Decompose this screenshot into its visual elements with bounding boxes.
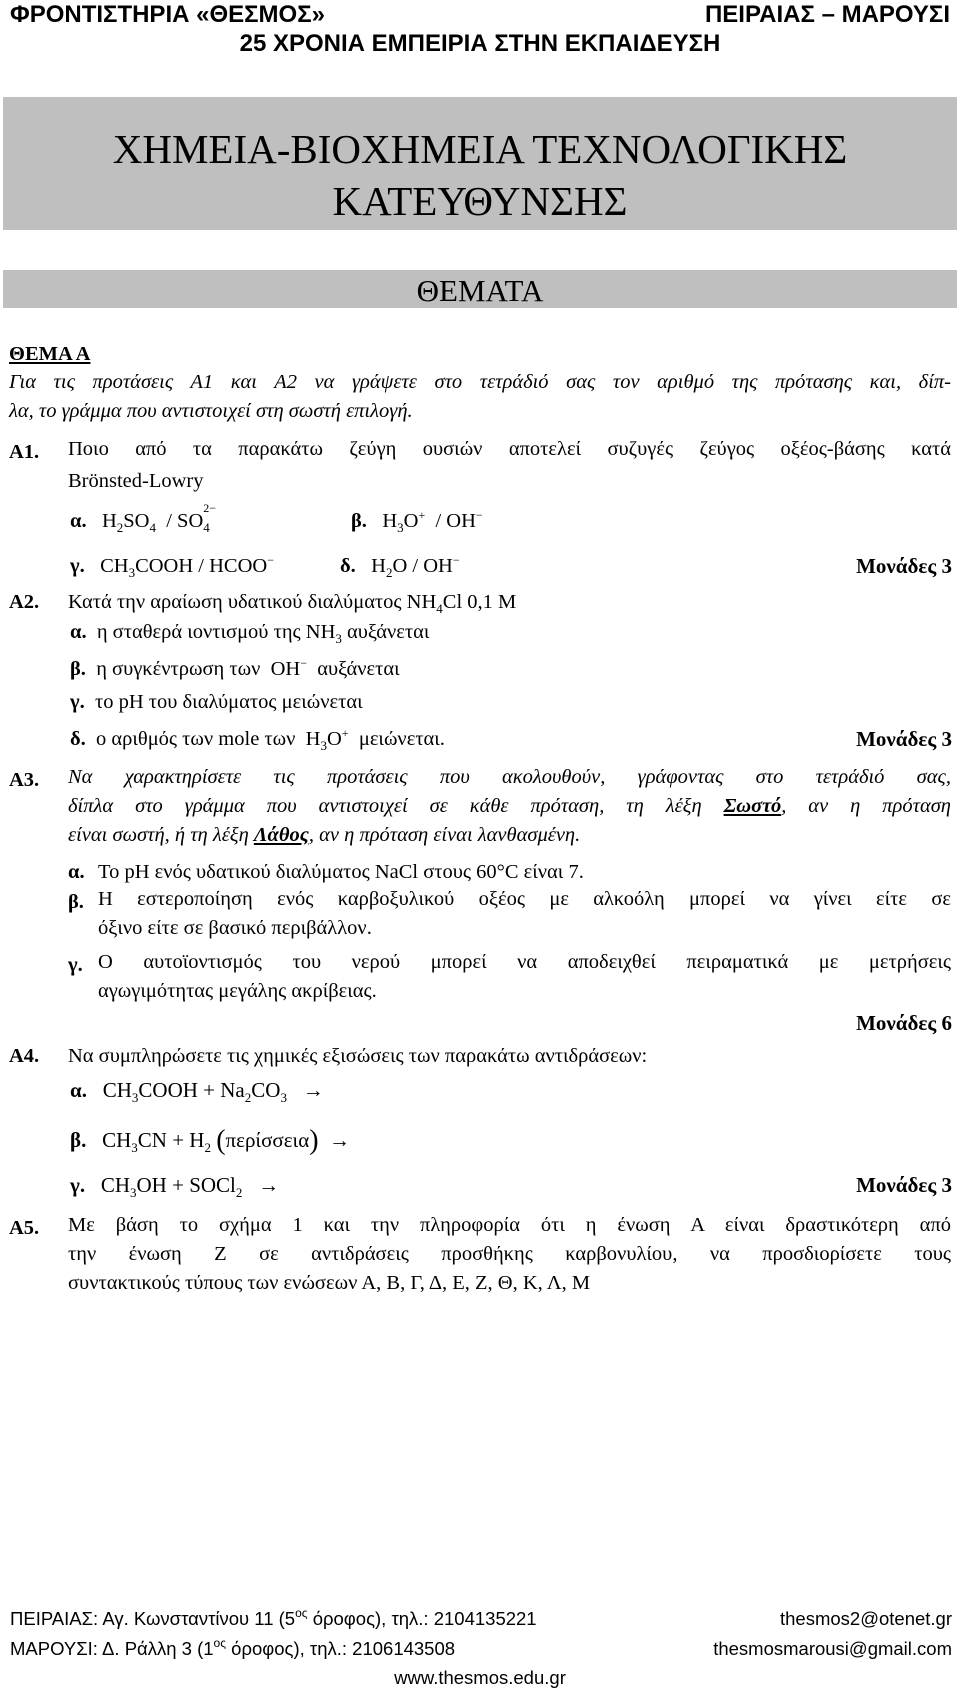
footer-marousi (10, 1636, 456, 1659)
option-label: α. (70, 510, 87, 532)
option-label: β. (351, 510, 367, 532)
a3-units: Μονάδες 6 (856, 1011, 952, 1035)
section-intro-line2: λα, το γράμμα που αντιστοιχεί στη σωστή επιλογή. (9, 400, 413, 422)
a4-excess: περίσσεια (225, 1128, 310, 1152)
a3-line3 (68, 821, 951, 850)
a2-option-c (70, 692, 363, 713)
option-label: δ. (340, 555, 356, 577)
footer-marousi-sup: ος (213, 1636, 227, 1650)
a2-option-a-text: η σταθερά ιοντισμού της NH (96, 621, 336, 643)
header-right: ΠΕΙΡΑΙΑΣ – ΜΑΡΟΥΣΙ (704, 1, 950, 28)
a1-option-a: α. $H_2SO_4$ / SO 2− $_4$ (70, 501, 217, 535)
a3-line3-b: , αν η πρόταση είναι λανθασμένη. (308, 824, 581, 846)
a4-equation-b: β. $CH_3CN + H_2$ (περίσσεια) → (70, 1125, 351, 1156)
a1-option-b: β. $H_3O^+ / OH^-$ (351, 508, 483, 535)
a1-option-c: γ. $CH_3COOH$ / HCOO− (70, 553, 274, 580)
a3-line2-b: , αν η πρόταση (781, 795, 951, 817)
a2-option-b-end: αυξάνεται (317, 658, 400, 680)
option-label: β. (70, 1128, 87, 1152)
option-label: β. (70, 658, 86, 680)
a4-equation-a: α. $CH_3COOH + Na_2CO_3$ → (70, 1078, 324, 1105)
a4-stem: Να συμπληρώσετε τις χημικές εξισώσεις των παρακάτω αντιδράσεων: (68, 1045, 648, 1067)
footer-piraeus (10, 1606, 537, 1629)
a2-option-a-sub: 3 (335, 631, 342, 646)
option-label: γ. (70, 555, 85, 577)
option-label: γ. (70, 691, 85, 713)
a1-units: Μονάδες 3 (856, 554, 952, 578)
a2-option-d-text: ο αριθμός των mole των (96, 728, 296, 750)
section-intro-line1: Για τις προτάσεις Α1 και Α2 να γράψετε στο τετράδιό σας τον αριθμό της πρότασης και, δίπ- (9, 371, 951, 393)
a3-option-a-label: α. (68, 861, 85, 883)
a3-option-b-label: β. (68, 891, 84, 913)
a2-option-a-end: αυξάνεται (341, 621, 430, 643)
footer-marousi-b: όροφος), τηλ.: 2106143508 (226, 1638, 456, 1659)
a3-line2 (68, 792, 951, 821)
a2-stem-end: Cl 0,1 M (442, 591, 517, 613)
section-heading: ΘΕΜΑ Α (9, 343, 91, 365)
footer-piraeus-sup: ος (295, 1606, 308, 1620)
a5-line3: συντακτικούς τύπους των ενώσεων Α, Β, Γ, Δ, Ε, Ζ, Θ, Κ, Λ, Μ (68, 1272, 591, 1294)
footer-marousi-a: ΜΑΡΟΥΣΙ: Δ. Ράλλη 3 (1 (10, 1638, 214, 1659)
a3-option-c-line1: Ο αυτοϊοντισμός του νερού μπορεί να αποδειχθεί πειραματικά με μετρήσεις (98, 951, 951, 973)
a1-option-d: δ. $H_2O / OH^-$ (340, 553, 460, 580)
a2-option-d: δ. ο αριθμός των mole των $H_3O^+$ μειώνεται. (70, 726, 445, 753)
themata-heading: ΘΕΜΑΤΑ (416, 273, 544, 308)
a3-line2-a: δίπλα στο γράμμα που αντιστοιχεί σε κάθε πρόταση, τη λέξη (68, 795, 724, 817)
option-label: δ. (70, 728, 86, 750)
a2-stem-sub: 4 (436, 601, 443, 616)
a2-option-c-text: το pH του διαλύματος μειώνεται (94, 691, 363, 713)
a3-option-b-line2: όξινο είτε σε βασικό περιβάλλον. (98, 917, 372, 939)
a2-option-d-end: μειώνεται. (358, 728, 445, 750)
a4-units: Μονάδες 3 (856, 1173, 952, 1197)
a3-option-b-line1: Η εστεροποίηση ενός καρβοξυλικού οξέος με αλκοόλη μπορεί να γίνει είτε σε (98, 888, 951, 910)
a1-line1: Ποιο από τα παρακάτω ζεύγη ουσιών αποτελεί συζυγές ζεύγος οξέος-βάσης κατά (68, 438, 951, 460)
a3-option-c-label: γ. (68, 954, 83, 976)
option-label: α. (70, 1078, 87, 1102)
footer-website[interactable]: www.thesmos.edu.gr (394, 1667, 566, 1688)
a3-line3-a: είναι σωστή, ή τη λέξη (68, 824, 254, 846)
a3-number: Α3. (9, 769, 40, 791)
footer-piraeus-b: όροφος), τηλ.: 2104135221 (307, 1608, 537, 1629)
a5-line1: Με βάση το σχήμα 1 και την πληροφορία ότι η ένωση Α είναι δραστικότερη από (68, 1214, 951, 1236)
a5-line2: την ένωση Ζ σε αντιδράσεις προσθήκης καρβονυλίου, να προσδιορίσετε τους (68, 1243, 951, 1265)
footer-email-marousi[interactable]: thesmosmarousi@gmail.com (713, 1638, 952, 1659)
a2-option-b-text: η συγκέντρωση των (96, 658, 261, 680)
a3-line1: Να χαρακτηρίσετε τις προτάσεις που ακολουθούν, γράφοντας στο τετράδιό σας, (68, 766, 951, 788)
a2-stem (68, 591, 517, 616)
a2-number: Α2. (9, 591, 40, 613)
a3-word-wrong: Λάθος (253, 824, 309, 846)
a2-units: Μονάδες 3 (856, 727, 952, 751)
a4-number: Α4. (9, 1045, 40, 1067)
a1-line2: Brönsted-Lowry (68, 470, 204, 492)
a5-number: Α5. (9, 1217, 40, 1239)
option-label: α. (70, 621, 87, 643)
a3-option-c-line2: αγωγιμότητας μεγάλης ακρίβειας. (98, 980, 377, 1002)
title-line1: ΧΗΜΕΙΑ-ΒΙΟΧΗΜΕΙΑ ΤΕΧΝΟΛΟΓΙΚΗΣ (112, 126, 848, 172)
a2-stem-text: Κατά την αραίωση υδατικού διαλύματος NH (68, 591, 437, 613)
a1-number: Α1. (9, 441, 40, 463)
a2-option-a (70, 621, 430, 646)
title-line2: ΚΑΤΕΥΘΥΝΣΗΣ (332, 178, 628, 224)
a3-option-a-text: Το pH ενός υδατικού διαλύματος NaCl στους 60°C είναι 7. (98, 861, 584, 883)
header-subtitle: 25 ΧΡΟΝΙΑ ΕΜΠΕΙΡΙΑ ΣΤΗΝ ΕΚΠΑΙΔΕΥΣΗ (239, 30, 721, 57)
footer-email-piraeus[interactable]: thesmos2@otenet.gr (779, 1608, 952, 1629)
footer-piraeus-a: ΠΕΙΡΑΙΑΣ: Αγ. Κωνσταντίνου 11 (5 (10, 1608, 296, 1629)
a3-word-correct: Σωστό (723, 795, 782, 817)
a2-option-b: β. η συγκέντρωση των OH− αυξάνεται (70, 656, 400, 680)
a4-equation-c: γ. $CH_3OH$ + SOCl$_2$ → (70, 1173, 280, 1200)
option-label: γ. (70, 1173, 86, 1197)
header-left: ΦΡΟΝΤΙΣΤΗΡΙΑ «ΘΕΣΜΟΣ» (10, 1, 325, 28)
